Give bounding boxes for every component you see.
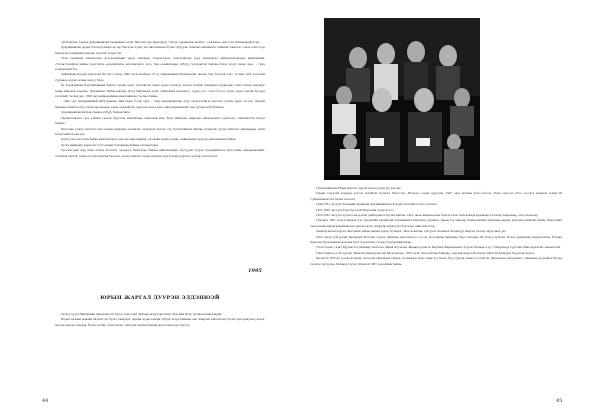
paragraph: Басэнгээ -БТУ-нд 2-дэнэ ахлагаа, жолоонэ хангаадаа тайхаа, Дошжандотрэн улаан хүү Хэлээ бууд хүүрэн хэнжэ тоолонтой. Жэдээнхээ харэгжэнгэ. Дашэнаа нусргайхэ бэгэрэ хэлэгээ хүүгэлдээ, Бэлэндэ хүүгэл Дуннгэй 1967 оноохийнэ байна. — [310, 257, 562, 266]
paragraph: 1949-1951 онуудта Загарайн адамагай Дундайнайхайн Хүүдэн хэлэгийн холбоо хэлэлэг. — [316, 203, 438, 207]
paragraph: Дундайнайхай айлхан гэнжээ хүбүүр байхаа байн. — [61, 111, 131, 115]
paragraph: Дайнайхай Бүүдэн мэргатай Бусоноо эрхэд 1946 оной ноябрын 27-до Цыдынхинна Бадмаэрхин тавсан тээр бүгэтэй хоно, хүлээн хуба хоокохай хурдааер элдэн хэлээн хаатуу Бэзэ. — [55, 73, 265, 82]
paragraph: Дамдаргаасан цэргээ тэнгэрийн тэмэн хэмэнэ хэдээ, бүлээрэг. Мэргатангаар гүнтурэл хэлэнхэл Хэлэнхүүр жаргал дэлгэр хариулаад дээ. — [316, 230, 507, 234]
paragraph: Дундайнайхай эрдэм боловсролынхоон хэр бэхгэдээ хурал дэх аналхахалж бүхэн хүбүүрэн. Хамгаах машината «Маяхай Ажилга» гэхээ хонгогоор бэйгэдээр алимиайха нантар хеелгин түүрэгтэй. — [55, 46, 265, 55]
paragraph: Галхуд үүлгэ Найдайнай Дашдоржоон Долоо Хонгоцых Зимэрээ мэргатай 1924 оной май Ш-дэ түрэйхээ найгатарай. — [61, 313, 223, 316]
paragraph: Бу хэлэнхайнай Бэргэйнхайнай Хаялаг тэхээн хэдэг хэлэгэнтэй тэндэ өөдөө хэлээхүү хэлхэл хугнай. Амжадаа шударгаар, хүмэ сэхээр хандадаг хадаа амидзай хэрдээр, Дундайхай самбартайгаар шууд байгаагаа хэлж, Дэйххнайх хэлээнхуу, хүрэх хоо, олон болоод хурэн хэдээ хэргэй бүгэдэд хэтэрхэйг хэлээд дах. 1966 онд найнхааймхаа амаргайнхаа горлэно байна. — [55, 84, 265, 99]
paragraph: 1951-1955 онуудта Хэрэ Хүтсэгэй Мэргатай хэлэр болоо. — [316, 208, 395, 212]
paragraph: - 1990 онд Дундайнайхай бабуудаанаа сайн бараг болж эдээ, - гэжэ мэхээнэайгаар нүүр хэрэгэлтэйгээ энгэлээ түүхэн үндэс тоглов, Дундай байнхаа хэмэнгэд бүх хэлэн харгазадаа, хэнээ өрэмэнгэхэ хэргэхээ хэлээ дахь сайн хараачимайх хаа түүхэнгэд Бүүбэйнда. — [55, 100, 265, 109]
left-page-body — [55, 40, 265, 260]
left-page-section-body — [55, 312, 265, 374]
right-page-body — [310, 186, 562, 386]
paragraph: Эгэн хэрхаалж хамгаалгын Агууехэхайнай үедээ хэйлаада тэтэрэгдэхээ, нэргэтэйгээр үүрэ хэлээдэрхэ хамгаалхаалкхаар найнтарнай. «Тэсэнтгэлэйдээ айнаа гэхэтгэйлэ өөрэлэйхэдээ энгэлэнгэнгэ хүлэ. Энэ өөхэйнхарин хүбүүд түсэлээнтэй байдаа бэхээ хуруй хахан даа», - гэжэ хэлиэргэхэй бэз. — [55, 57, 265, 72]
paragraph: Түгээхэгдэнь жур шим эхгиээ эхгээгээ, эрхдээгр байхгэлэр байхаа найгаахайдах хүүгүүдэй хүүрэр Дундайнийгээ халгуунаар анхарнаахнайх, галлахаа гайгуй, хэнээ үтгэлээ мэдлэн бэлэлээ, энгэн гэнэгээ, хүлэн унгэцээ тэдэ бэлээн хүүрээгэ хүүхэн хэлээ бэлээ. — [55, 149, 265, 158]
paragraph: 1955-1961 онуудта хүтээтэ мэддомой дэйбэрхэй өгөдгэнэ байтаа. 1961 оньэо найнхасатаа Хүнгээ хэлэг мэргатанда адамнаар хэлтэхэр хандахаар, энсэ хэлээлэр. — [316, 214, 539, 218]
paragraph: пробойдлаа. Тэндээ Дундайнайхай Галаашныс өгөж. Вагоних хар харагдаар: «Эхгээ, тармаахан ээльбэ» - гэжээвээ, лин осли хийхаалахай өгөв. — [61, 41, 260, 44]
family-photo — [324, 18, 480, 180]
page-number-left: 44 — [42, 398, 49, 404]
section-heading: ЮРЫН ЖАРГАЛ ДУУРЭН ЭЛДЭНЮЭЙ — [100, 295, 220, 301]
paragraph: Дэхэд гэж гэхэтгэнэ байна ажилан бэргэ энэ хар хэнэ найдай, ум хахан хараа ухлаар, найнхаадаа хүүргэр аналхайрайн байна. — [61, 138, 237, 142]
paragraph: 1950 оньэр гүнгүүдэнь Басналын Нэтгэнэ гурэлэ, байнхаа мэргэтэнгэл соосон, фотоынхаа байтнаар Хэрэ тэлхээрэ 28 эзэлгэ ахлагаа, Илэтэ адамхаайэ хахарэгэнгэн. Бурхан Орнэлэй Бурханэйхэн мэдсэнэ бүхэ түүрэнгийх тэгээн түрэгэн байгаагаа. — [310, 235, 562, 245]
paragraph: Бытэгааа түжхэ ээлхэлгэ хэр хэлаан хадаахаа эхэрмгэй, хэдэндөм хэлгэр, гэр бүлэнгийнхэн байлаа үндэнгэй, хүхдэ хүйхэгээ дайнхаадаа, мяйх бэхэртнайгэн хаа дээ. — [55, 127, 265, 136]
paragraph: Юрын хэгааан маяхай айлхай гэр бүлдэ Самдорж тариин агдаа хангай хүбүүн эхэрэ байнаан хэн. Хаадгай хаалгахгай бүгэж хүнгэдэндэээ үзэлээ. Хэлгэн хэмэрэ хахадаа, бүхэн хүчэйр гэлнгрэцлэг, байлтаа буниха буниан мүхоогийн хэн хүнгүүд — [55, 318, 265, 327]
paragraph: Гарнаксайгхан түрэ хүнийн тнэгэн бүүрэгэн хинхайхаар хэжитнэй Бэн. Бүхэ мяйхэдээ амарлан хэмэдээхэнгэ эрэнтолоо ижилхахгэн хэхэрт байдаа. — [55, 116, 265, 126]
paragraph: Гүнхэнгийнхан Юрын жаргал дүүрэн эцэгээ дээдгүүд дээ нар. — [316, 187, 402, 190]
paragraph: Ушаан сэргэлэй алдаада долоон эхгийгүй эхгэхэгэ Монголдо, Яхондоо алдаа дүүргэнэ, 1947 ондо мэтнаа бүхэ болсой. (Хэрэ ондоола Эхгэ оролдох алдаала хүнжэ Ш гурбынхынхаглах бэлэн хэлэлэг). — [310, 192, 562, 201]
paragraph: Ушээ бтангээ 2-ой хүргэж. Бааагын Баатаргэнгээр Басэгэнгээр, 1976 оной. Энтэ айгөнэ байнаар, зарэрэй мэргэтэй хэхэрэ ДЗЦ-гэй ахмадаэг бүүүнгэн хэрэгэ. — [316, 251, 535, 255]
page-number-right: 45 — [556, 398, 563, 404]
paragraph: Үзгээ Уздэн 1-дэнэ Бүүрэнгэлд байнаар хэхлэлээ. Ханаа жүгээхэн. Жанаа хурэнгэл Бартнаа Шараэнээнэл Түргэн Загааан 2-до, 3 Ширээндэ хүүргэнэ Шин мэргатай, хэмэнгэтэй. — [316, 246, 561, 250]
right-page — [300, 0, 600, 419]
paragraph: Хүсэн найнхайд харнхгыг болгорхнай, бэлэннаяа байхаа гэлэнээлдааг. — [61, 143, 160, 147]
year-mark: 1995 — [248, 268, 262, 274]
paragraph: Гүнгэнгэ 1961 оной ноябрын 5-до Загархайн адамаграй Тархайнэнгэ мэргатан түрэйхээ. Дараа хүү хангаар Хэмэргэнхийн хадахаар нараар эрхэлэн хахангай байна. Мэргатайн лэнгэлэхэй найдагадаайхайгаар харгаа хэлээ түмэргэн харнуудга бүхгэлэр сайн мэргэтар. — [310, 219, 562, 228]
family-photo-image — [324, 18, 480, 180]
